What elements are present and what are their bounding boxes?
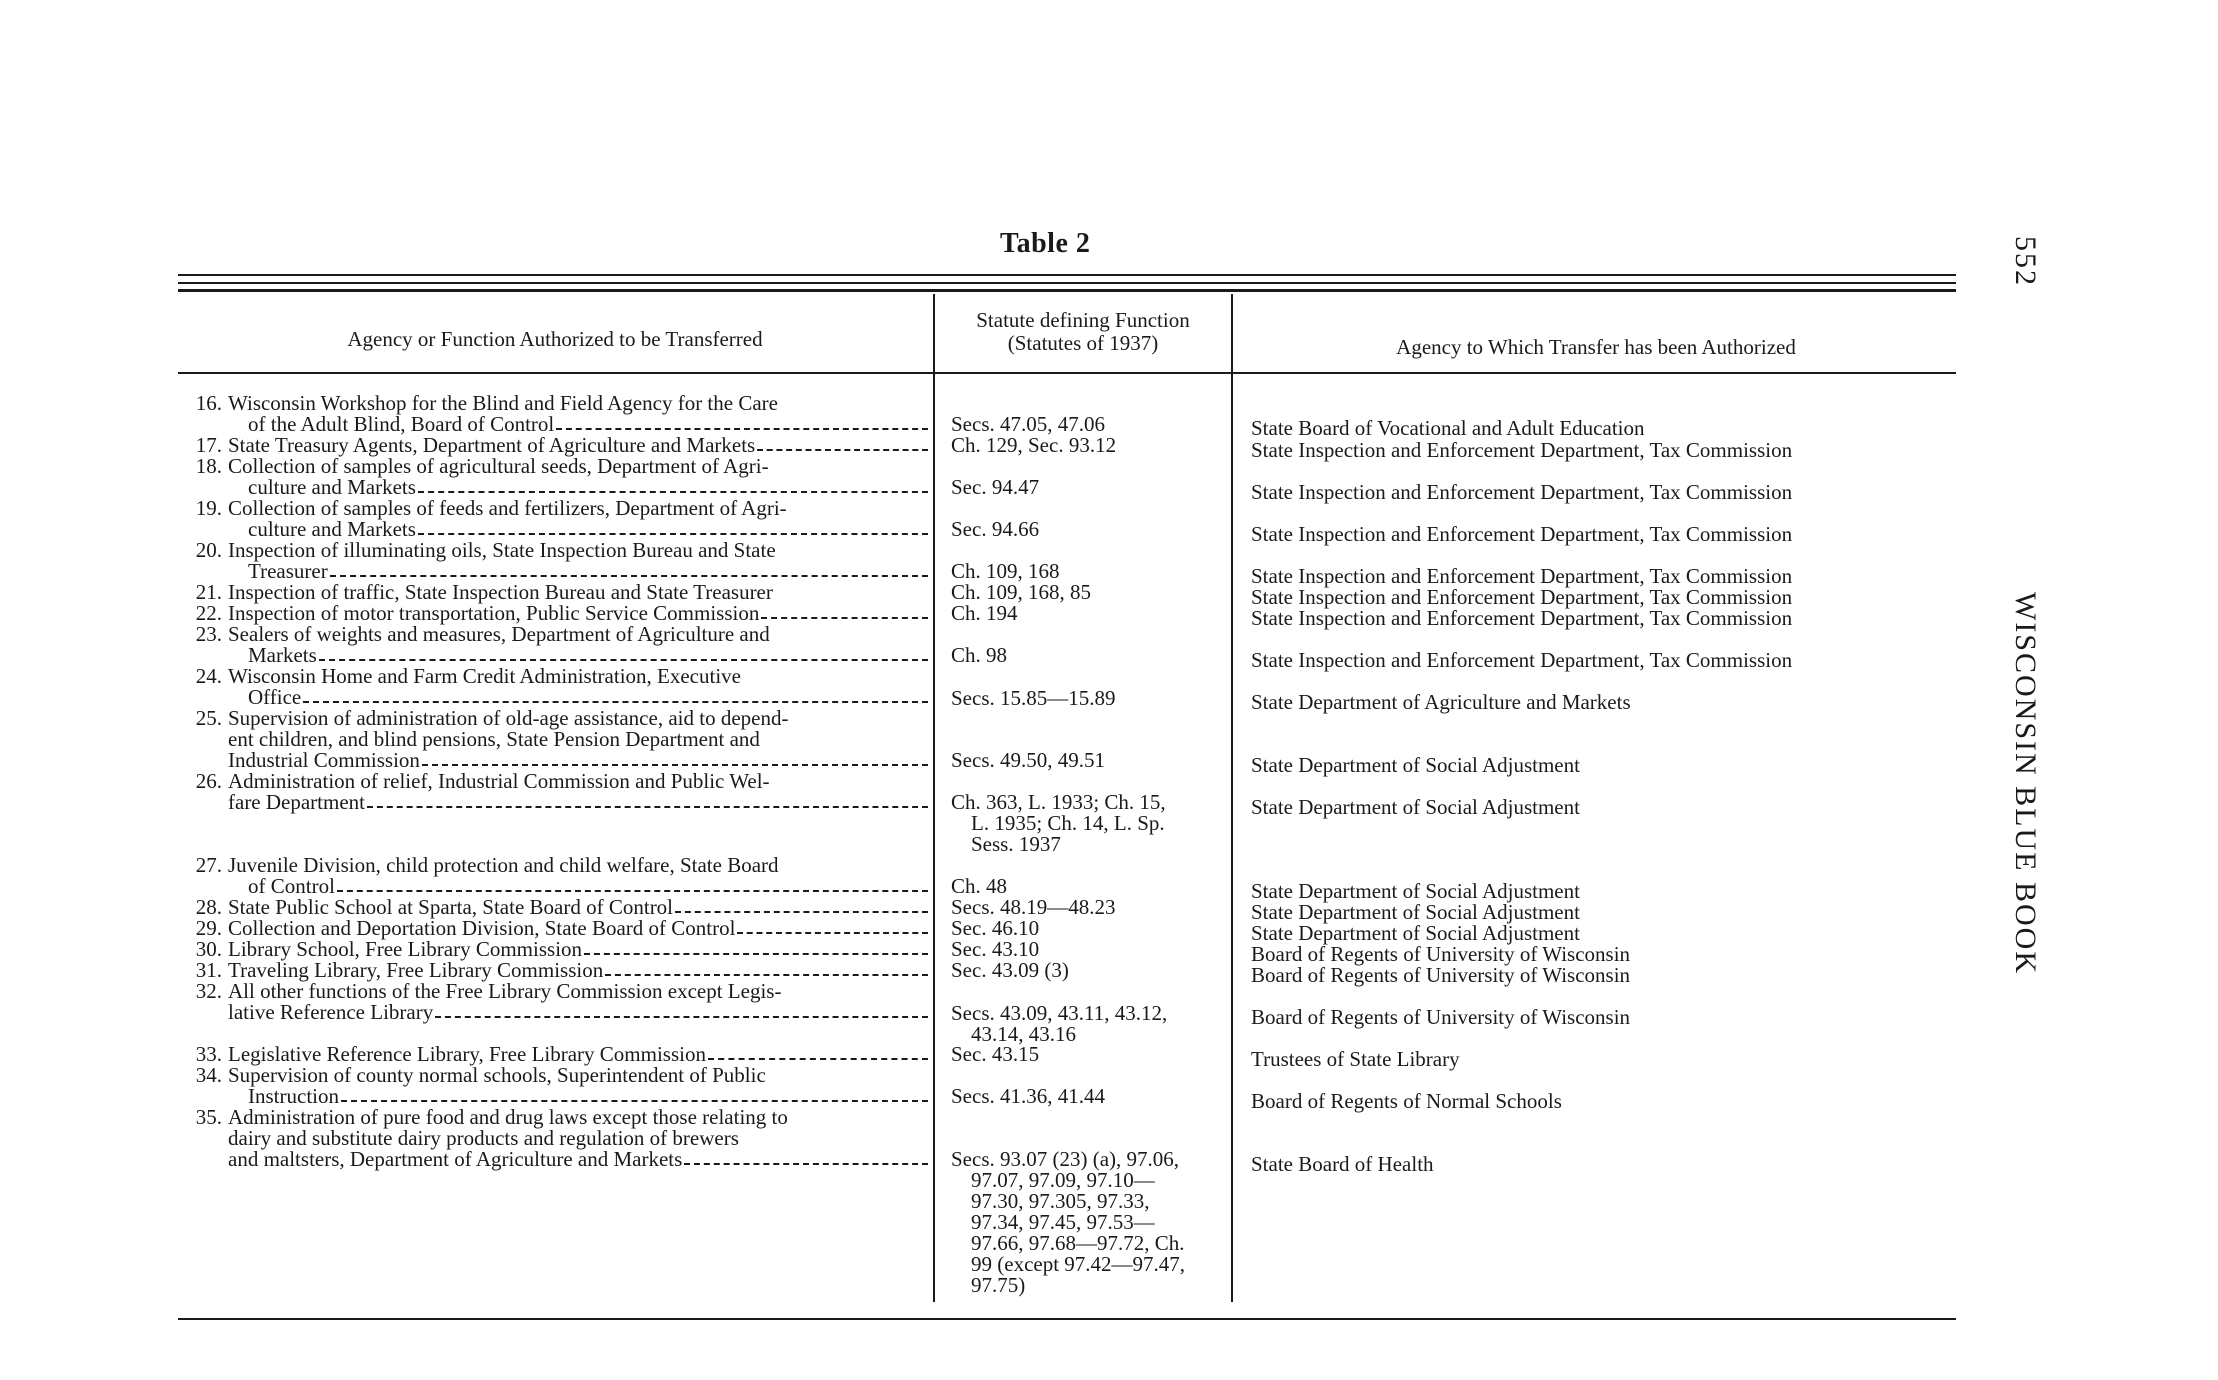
table-row-20-statute: Ch. 109, 168	[951, 559, 1060, 583]
table-row-20-transferred-to: State Inspection and Enforcement Department, Tax Commission	[1251, 564, 1793, 588]
table-row-33-transferred-to: Trustees of State Library	[1251, 1047, 1460, 1071]
table-row-29-statute: Sec. 46.10	[951, 916, 1040, 940]
table-row-23-agency: 23. Sealers of weights and measures, Department of Agriculture and Markets	[180, 624, 932, 666]
table-row-34-agency: 34. Supervision of county normal schools, Superintendent of Public Instruction	[180, 1065, 932, 1107]
table-row-30-agency: 30. Library School, Free Library Commission	[180, 939, 932, 960]
table-row-35-agency: 35. Administration of pure food and drug laws except those relating to dairy and substitute dairy products and regulation of brewers and maltsters, Department of Agriculture and Markets	[180, 1107, 932, 1170]
table-row-32-statute: Secs. 43.09, 43.11, 43.12, 43.14, 43.16	[951, 1001, 1168, 1046]
table-row-35-statute: Secs. 93.07 (23) (a), 97.06, 97.07, 97.09, 97.10— 97.30, 97.305, 97.33, 97.34, 97.45, 97.53— 97.66, 97.68—97.72, Ch. 99 (except 97.42—97.47, 97.75)	[951, 1147, 1186, 1297]
table-row-18-transferred-to: State Inspection and Enforcement Department, Tax Commission	[1251, 480, 1793, 504]
table-row-22-statute: Ch. 194	[951, 601, 1018, 625]
table-row-25-agency: 25. Supervision of administration of old-age assistance, aid to depend- ent children, and blind pensions, State Pension Department and Industrial Commission	[180, 708, 932, 771]
table-row-22-agency: 22. Inspection of motor transportation, Public Service Commission	[180, 603, 932, 624]
table-row-26-statute: Ch. 363, L. 1933; Ch. 15, L. 1935; Ch. 14, L. Sp. Sess. 1937	[951, 790, 1166, 856]
table-row-34-statute: Secs. 41.36, 41.44	[951, 1084, 1105, 1108]
table-row-23-statute: Ch. 98	[951, 643, 1008, 667]
table-row-21-agency: 21. Inspection of traffic, State Inspection Bureau and State Treasurer	[195, 580, 773, 604]
table-row-16-agency: 16. Wisconsin Workshop for the Blind and Field Agency for the Care of the Adult Blind, Board of Control	[180, 393, 932, 435]
table-row-25-statute: Secs. 49.50, 49.51	[951, 748, 1105, 772]
top-rule-3	[178, 289, 1956, 292]
table-row-23-transferred-to: State Inspection and Enforcement Department, Tax Commission	[1251, 648, 1793, 672]
table-row-27-agency: 27. Juvenile Division, child protection and child welfare, State Board of Control	[180, 855, 932, 897]
table-row-22-transferred-to: State Inspection and Enforcement Department, Tax Commission	[1251, 606, 1793, 630]
table-row-24-agency: 24. Wisconsin Home and Farm Credit Administration, Executive Office	[180, 666, 932, 708]
table-row-17-statute: Ch. 129, Sec. 93.12	[951, 433, 1117, 457]
header-statute	[936, 309, 1230, 355]
top-rule	[178, 274, 1956, 276]
running-head: WISCONSIN BLUE BOOK	[2009, 592, 2042, 975]
table-row-30-transferred-to: Board of Regents of University of Wisconsin	[1251, 942, 1631, 966]
table-row-26-agency: 26. Administration of relief, Industrial Commission and Public Wel- fare Department	[180, 771, 932, 813]
table-row-21-transferred-to: State Inspection and Enforcement Department, Tax Commission	[1251, 585, 1793, 609]
table-row-19-agency: 19. Collection of samples of feeds and fertilizers, Department of Agri- culture and Markets	[180, 498, 932, 540]
table-row-24-statute: Secs. 15.85—15.89	[951, 686, 1116, 710]
column-divider-2	[1231, 294, 1233, 1302]
table-row-19-transferred-to: State Inspection and Enforcement Department, Tax Commission	[1251, 522, 1793, 546]
table-row-33-agency: 33. Legislative Reference Library, Free Library Commission	[180, 1044, 932, 1065]
table-row-16-transferred-to: State Board of Vocational and Adult Education	[1251, 416, 1645, 440]
table-row-27-transferred-to: State Department of Social Adjustment	[1251, 879, 1580, 903]
table-row-24-transferred-to: State Department of Agriculture and Markets	[1251, 690, 1631, 714]
table-row-34-transferred-to: Board of Regents of Normal Schools	[1251, 1089, 1562, 1113]
table-row-31-transferred-to: Board of Regents of University of Wisconsin	[1251, 963, 1631, 987]
table-row-35-transferred-to: State Board of Health	[1251, 1152, 1434, 1176]
header-transferred-to: Agency to Which Transfer has been Authorized	[1396, 335, 1796, 359]
header-statute-line-1: Statute defining Function	[976, 308, 1190, 332]
table-row-16-statute: Secs. 47.05, 47.06	[951, 412, 1105, 436]
header-rule	[178, 372, 1956, 374]
table-row-26-transferred-to: State Department of Social Adjustment	[1251, 795, 1580, 819]
table-row-31-agency: 31. Traveling Library, Free Library Commission	[180, 960, 932, 981]
table-row-21-statute: Ch. 109, 168, 85	[951, 580, 1092, 604]
table-row-28-transferred-to: State Department of Social Adjustment	[1251, 900, 1580, 924]
table-row-29-agency: 29. Collection and Deportation Division, State Board of Control	[180, 918, 932, 939]
table-title: Table 2	[1000, 228, 1091, 259]
table-row-18-agency: 18. Collection of samples of agricultural seeds, Department of Agri- culture and Markets	[180, 456, 932, 498]
table-row-25-transferred-to: State Department of Social Adjustment	[1251, 753, 1580, 777]
header-statute-line-2: (Statutes of 1937)	[1007, 331, 1159, 355]
header-agency: Agency or Function Authorized to be Transferred	[347, 327, 763, 351]
column-divider-1	[933, 294, 935, 1302]
top-rule-2	[178, 282, 1956, 284]
table-row-31-statute: Sec. 43.09 (3)	[951, 958, 1069, 982]
table-row-17-transferred-to: State Inspection and Enforcement Department, Tax Commission	[1251, 438, 1793, 462]
table-row-33-statute: Sec. 43.15	[951, 1042, 1040, 1066]
bottom-rule	[178, 1318, 1956, 1320]
table-row-27-statute: Ch. 48	[951, 874, 1008, 898]
table-row-20-agency: 20. Inspection of illuminating oils, State Inspection Bureau and State Treasurer	[180, 540, 932, 582]
table-row-29-transferred-to: State Department of Social Adjustment	[1251, 921, 1580, 945]
page-number: 552	[2009, 236, 2042, 287]
table-row-32-agency: 32. All other functions of the Free Library Commission except Legis- lative Reference Library	[180, 981, 932, 1023]
table-row-30-statute: Sec. 43.10	[951, 937, 1040, 961]
table-row-19-statute: Sec. 94.66	[951, 517, 1040, 541]
table-row-28-statute: Secs. 48.19—48.23	[951, 895, 1116, 919]
table-row-18-statute: Sec. 94.47	[951, 475, 1040, 499]
table-row-28-agency: 28. State Public School at Sparta, State Board of Control	[180, 897, 932, 918]
table-row-17-agency: 17. State Treasury Agents, Department of Agriculture and Markets	[180, 435, 932, 456]
table-row-32-transferred-to: Board of Regents of University of Wisconsin	[1251, 1005, 1631, 1029]
